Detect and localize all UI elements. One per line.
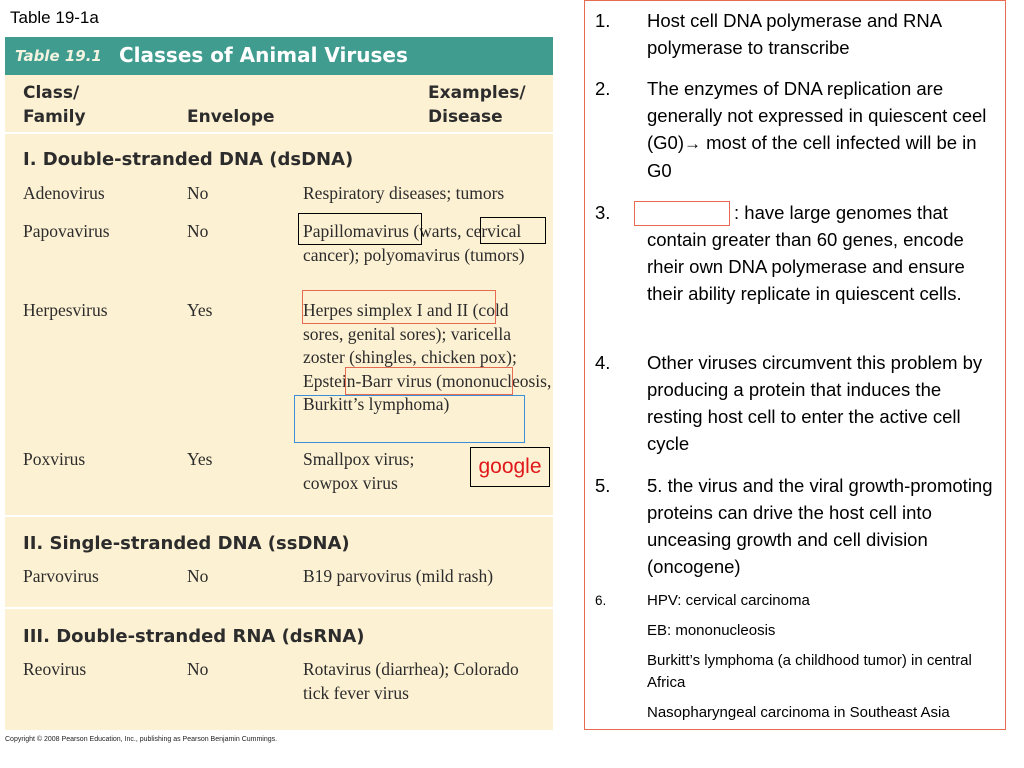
note-number: 1. — [595, 10, 611, 31]
note-number: 2. — [595, 78, 611, 99]
note-number: 3. — [595, 202, 611, 223]
column-header-examples: Examples/ Disease — [428, 83, 526, 127]
arrow-icon: → — [684, 134, 701, 153]
section-divider — [5, 515, 553, 517]
section-title-dsdna: I. Double-stranded DNA (dsDNA) — [23, 149, 354, 170]
family-cell: Herpesvirus — [23, 300, 108, 320]
note-text: Nasopharyngeal carcinoma in Southeast Asia — [647, 704, 950, 721]
virus-table-figure — [5, 37, 553, 730]
family-cell: Poxvirus — [23, 449, 86, 469]
copyright-notice: Copyright © 2008 Pearson Education, Inc., publishing as Pearson Benjamin Cummings. — [5, 736, 278, 743]
note-text-part: The enzymes of DNA replication are generally not expressed in quiescent ceel (G0) — [647, 78, 987, 153]
envelope-cell: Yes — [187, 449, 213, 469]
note-text — [647, 199, 997, 307]
envelope-cell: No — [187, 566, 209, 586]
note-text: HPV: cervical carcinoma — [647, 592, 810, 609]
family-cell: Reovirus — [23, 659, 87, 679]
section-title-ssdna: II. Single-stranded DNA (ssDNA) — [23, 533, 350, 554]
notes-panel — [584, 0, 1006, 730]
family-cell: Parvovirus — [23, 566, 99, 586]
examples-cell: Herpes simplex I and II (cold sores, genital sores); varicella zoster (shingles, chicken pox); Epstein-Barr virus (mononucleosis, Burkitt’s lymphoma) — [303, 300, 552, 414]
note-number: 5. — [595, 475, 611, 496]
header-divider — [5, 132, 553, 134]
note-text-part: most of the cell infected will be in G0 — [647, 132, 977, 181]
note-text: Host cell DNA polymerase and RNA polymerase to transcribe — [647, 10, 942, 58]
column-header-envelope: Envelope — [187, 107, 275, 127]
section-divider — [5, 607, 553, 609]
section-title-dsrna: III. Double-stranded RNA (dsRNA) — [23, 626, 365, 647]
family-cell: Adenovirus — [23, 183, 105, 203]
envelope-cell: Yes — [187, 300, 213, 320]
note-text: Other viruses circumvent this problem by producing a protein that induces the resting host cell to enter the active cell cycle — [647, 352, 983, 454]
envelope-cell: No — [187, 659, 209, 679]
note-number: 6. — [595, 593, 607, 608]
table-number: Table 19.1 — [15, 47, 102, 65]
note-text: Burkitt’s lymphoma (a childhood tumor) in central Africa — [647, 652, 972, 691]
note-number: 4. — [595, 352, 611, 373]
examples-cell: Respiratory diseases; tumors — [303, 183, 505, 203]
note-text-part: : have large genomes that contain greater than 60 genes, encode rheir own DNA polymerase and ensure their ability replicate in quiescent cells. — [647, 202, 965, 304]
google-label: google — [470, 447, 550, 487]
envelope-cell: No — [187, 221, 209, 241]
examples-cell: Rotavirus (diarrhea); Colorado tick fever virus — [303, 659, 519, 703]
table-header — [5, 37, 553, 75]
examples-cell: B19 parvovirus (mild rash) — [303, 566, 494, 586]
column-header-class-family: Class/ Family — [23, 83, 86, 127]
family-cell: Papovavirus — [23, 221, 110, 241]
note-text: 5. the virus and the viral growth-promoting proteins can drive the host cell into unceasing growth and cell division (oncogene) — [647, 475, 993, 577]
envelope-cell: No — [187, 183, 209, 203]
table-caption: Classes of Animal Viruses — [119, 43, 408, 67]
examples-cell: Papillomavirus (warts, cervical cancer); polyomavirus (tumors) — [303, 221, 525, 265]
examples-cell: Smallpox virus; cowpox virus — [303, 449, 415, 493]
slide-title: Table 19-1a — [10, 8, 99, 27]
note-text: EB: mononucleosis — [647, 622, 776, 639]
blank-answer-box — [634, 201, 730, 226]
note-text — [647, 75, 997, 184]
